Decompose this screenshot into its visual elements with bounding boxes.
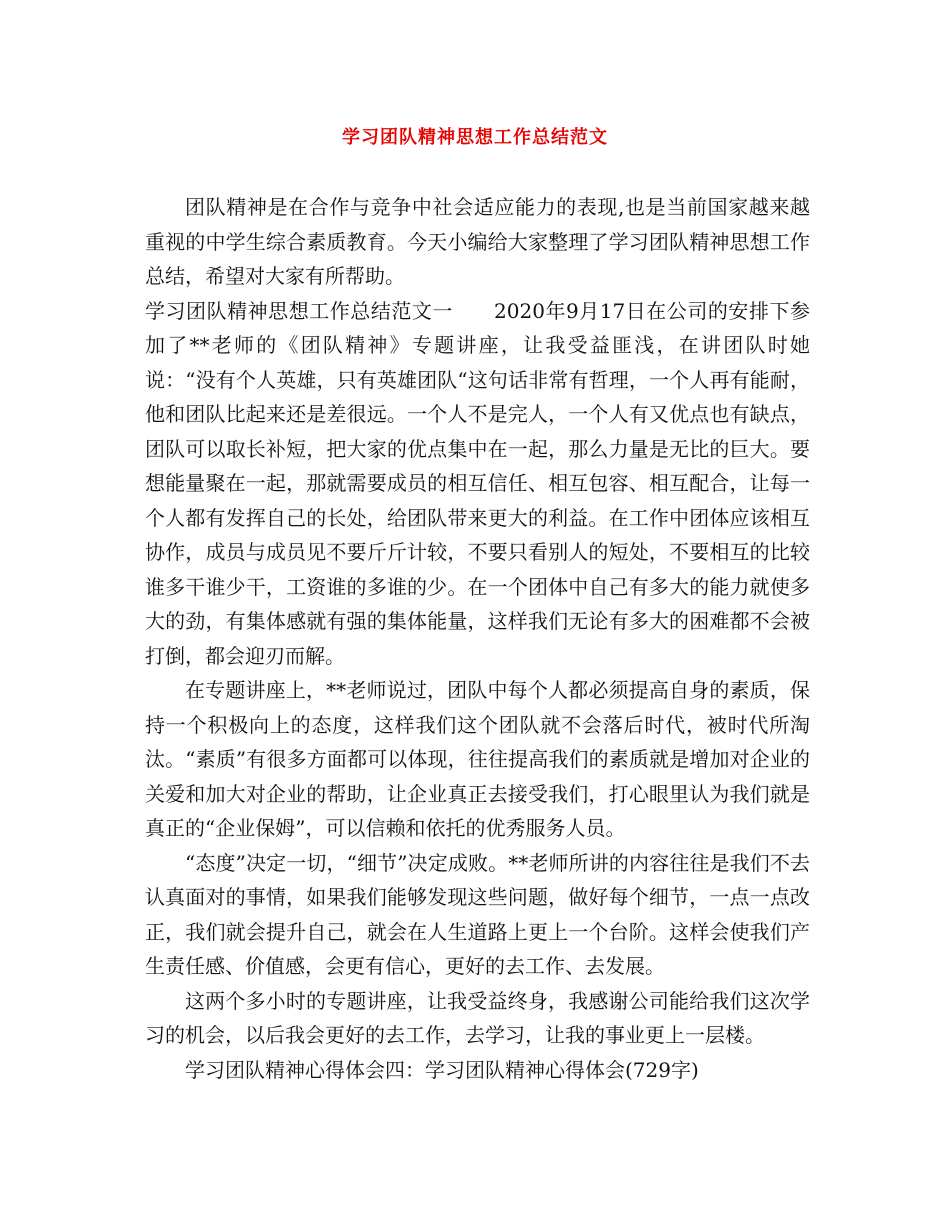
paragraph-section-one: 学习团队精神思想工作总结范文一 2020年9月17日在公司的安排下参加了**老师的《团队精神》专题讲座，让我受益匪浅，在讲团队时她说：“没有个人英雄，只有英雄团队“这句话非常有哲理，一个人再有能耐，他和团队比起来还是差很远。一个人不是完人，一个人有又优点也有缺点，团队可以取长补短，把大家的优点集中在一起，那么力量是无比的巨大。要想能量聚在一起，那就需要成员的相互信任、相互包容、相互配合，让每一个人都有发挥自己的长处，给团队带来更大的利益。在工作中团体应该相互协作，成员与成员见不要斤斤计较，不要只看别人的短处，不要相互的比较谁多干谁少干，工资谁的多谁的少。在一个团体中自己有多大的能力就使多大的劲，有集体感就有强的集体能量，这样我们无论有多大的困难都不会被打倒，都会迎刃而解。	[145, 298, 810, 668]
paragraph-intro: 团队精神是在合作与竞争中社会适应能力的表现,也是当前国家越来越重视的中学生综合素质教育。今天小编给大家整理了学习团队精神思想工作总结，希望对大家有所帮助。	[145, 195, 810, 288]
paragraph-conclusion: 这两个多小时的专题讲座，让我受益终身，我感谢公司能给我们这次学习的机会，以后我会更好的去工作，去学习，让我的事业更上一层楼。	[145, 988, 810, 1047]
document-body	[145, 190, 810, 1087]
paragraph-lecture: 在专题讲座上，**老师说过，团队中每个人都必须提高自身的素质，保持一个积极向上的态度，这样我们这个团队就不会落后时代，被时代所淘汰。“素质”有很多方面都可以体现，往往提高我们的素质就是增加对企业的关爱和加大对企业的帮助，让企业真正去接受我们，打心眼里认为我们就是真正的“企业保姆”，可以信赖和依托的优秀服务人员。	[145, 678, 810, 840]
paragraph-attitude: “态度”决定一切，“细节”决定成败。**老师所讲的内容往往是我们不去认真面对的事情，如果我们能够发现这些问题，做好每个细节，一点一点改正，我们就会提升自己，就会在人生道路上更上一个台阶。这样会使我们产生责任感、价值感，会更有信心，更好的去工作、去发展。	[145, 850, 810, 978]
paragraph-next-heading: 学习团队精神心得体会四：学习团队精神心得体会(729字)	[185, 1057, 699, 1082]
document-title: 学习团队精神思想工作总结范文	[342, 127, 608, 148]
